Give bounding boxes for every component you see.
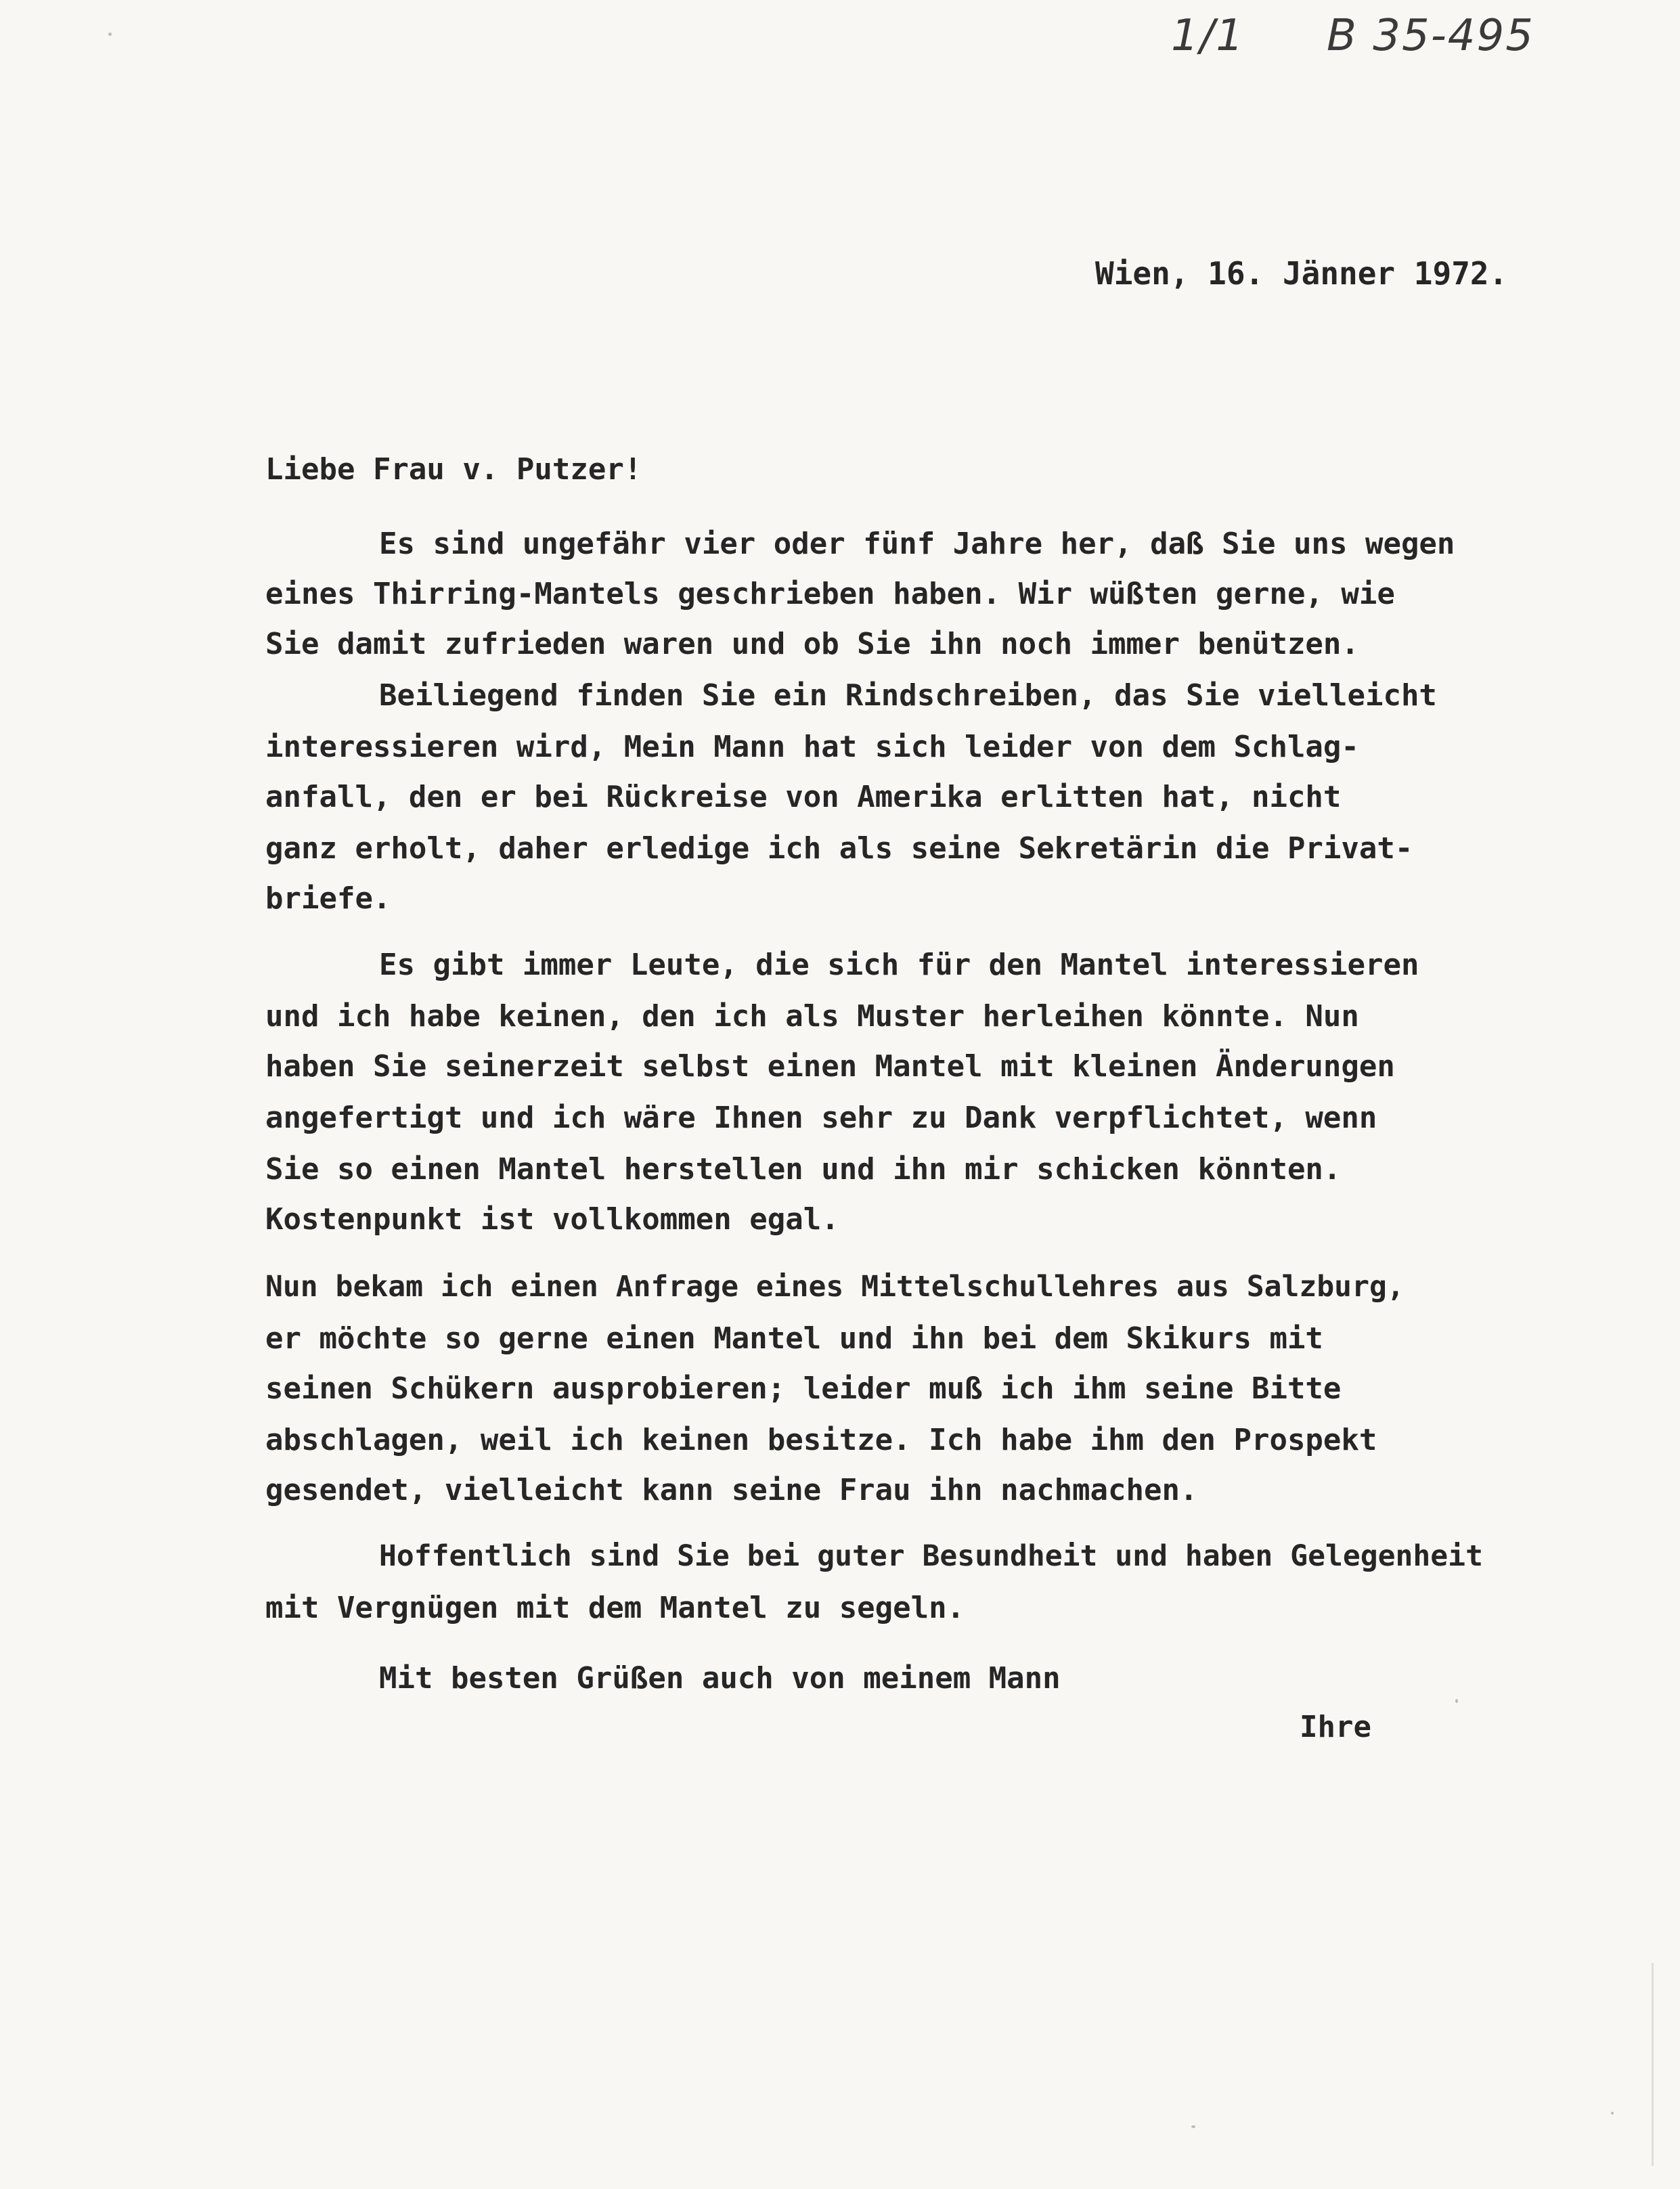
scan-speck	[1191, 2125, 1195, 2128]
archive-page-number: 1/1	[1171, 11, 1245, 61]
scan-speck	[1611, 2112, 1614, 2115]
scan-edge	[1652, 1963, 1654, 2166]
paragraph-line: angefertigt und ich wäre Ihnen sehr zu Dank verpflichtet, wenn	[265, 1101, 1377, 1135]
paragraph-line: Es sind ungefähr vier oder fünf Jahre her, daß Sie uns wegen	[379, 527, 1455, 561]
signoff: Ihre	[1300, 1710, 1371, 1744]
paragraph-line: Sie so einen Mantel herstellen und ihn mir schicken könnten.	[265, 1152, 1342, 1187]
scan-speck	[108, 32, 112, 36]
paragraph-line: interessieren wird, Mein Mann hat sich leider von dem Schlag-	[265, 730, 1359, 764]
paragraph-line: Kostenpunkt ist vollkommen egal.	[265, 1202, 839, 1237]
paragraph-line: Nun bekam ich einen Anfrage eines Mittelschullehres aus Salzburg,	[265, 1270, 1405, 1304]
paragraph-line: eines Thirring-Mantels geschrieben haben. Wir wüßten gerne, wie	[265, 577, 1395, 611]
paragraph-line: gesendet, vielleicht kann seine Frau ihn nachmachen.	[265, 1473, 1198, 1507]
paragraph-line: Sie damit zufrieden waren und ob Sie ihn noch immer benützen.	[265, 627, 1359, 661]
salutation: Liebe Frau v. Putzer!	[265, 452, 642, 487]
closing-line: Mit besten Grüßen auch von meinem Mann	[379, 1661, 1061, 1696]
paragraph-line: ganz erholt, daher erledige ich als seine Sekretärin die Privat-	[265, 831, 1413, 866]
paragraph-line: anfall, den er bei Rückreise von Amerika erlitten hat, nicht	[265, 780, 1342, 814]
paragraph-line: er möchte so gerne einen Mantel und ihn bei dem Skikurs mit	[265, 1321, 1323, 1356]
paragraph-line: abschlagen, weil ich keinen besitze. Ich habe ihm den Prospekt	[265, 1423, 1377, 1457]
paragraph-line: Es gibt immer Leute, die sich für den Mantel interessieren	[379, 948, 1419, 982]
paragraph-line: Hoffentlich sind Sie bei guter Besundheit und haben Gelegenheit	[379, 1539, 1483, 1573]
scan-speck	[1455, 1699, 1458, 1703]
paragraph-line: Beiliegend finden Sie ein Rindschreiben, das Sie vielleicht	[379, 678, 1437, 713]
paragraph-line: seinen Schükern ausprobieren; leider muß ich ihm seine Bitte	[265, 1371, 1342, 1406]
paragraph-line: haben Sie seinerzeit selbst einen Mantel mit kleinen Änderungen	[265, 1049, 1395, 1084]
paragraph-line: und ich habe keinen, den ich als Muster herleihen könnte. Nun	[265, 999, 1359, 1034]
archive-signature: B 35-495	[1327, 11, 1534, 61]
date-line: Wien, 16. Jänner 1972.	[1095, 255, 1508, 292]
paragraph-line: briefe.	[265, 881, 391, 916]
paragraph-line: mit Vergnügen mit dem Mantel zu segeln.	[265, 1591, 965, 1625]
